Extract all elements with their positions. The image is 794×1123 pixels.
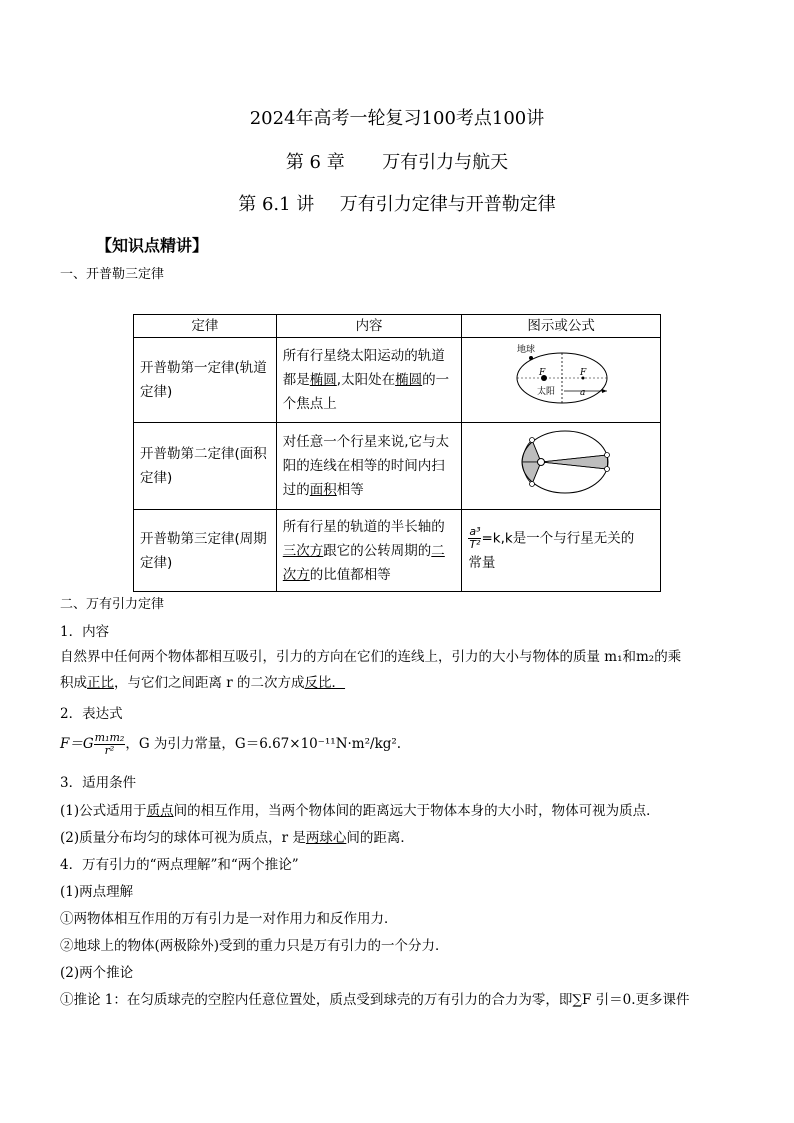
document-title [0, 104, 794, 130]
s1-title: 1．内容 [60, 624, 110, 640]
s3-item2 [60, 827, 414, 849]
section-label: 【知识点精讲】 [96, 236, 209, 255]
content-text: 的一个焦点上 [282, 372, 450, 412]
focus-label: F [580, 368, 587, 378]
table-header-cell: 内容 [276, 315, 462, 338]
sun-label: 太阳 [537, 387, 556, 397]
lecture-name: 万有引力定律与开普勒定律 [339, 194, 556, 215]
chapter-title [0, 148, 794, 174]
underlined-term: 质点 [146, 803, 174, 819]
law-content-cell [276, 510, 462, 592]
formula-fraction [468, 526, 481, 551]
law-content-cell [276, 423, 462, 510]
law-content-cell [276, 338, 462, 423]
chapter-name: 万有引力与航天 [382, 152, 509, 173]
s4-sub1: (1)两点理解 [60, 884, 134, 900]
text: 间的相互作用，当两个物体间的距离远大于物体本身的大小时，物体可视为质点． [173, 803, 660, 819]
underlined-term: 椭圆 [309, 372, 337, 388]
formula-numerator: a³ [469, 525, 481, 538]
law-name-cell [134, 338, 277, 423]
table-header-row [134, 315, 661, 338]
s4-point2: ②地球上的物体(两极除外)受到的重力只是万有引力的一个分力． [60, 938, 449, 954]
earth-label: 地球 [517, 345, 536, 355]
content-text: 的比值都相等 [309, 566, 391, 583]
s2-title: 2．表达式 [60, 706, 123, 722]
earth-dot [529, 356, 533, 360]
second-law-diagram-cell [462, 423, 661, 510]
content-text: 跟它的公转周期的 [323, 542, 432, 559]
third-law-formula-cell [462, 510, 661, 592]
lecture-title [0, 190, 794, 216]
table-header-cell: 定律 [134, 315, 277, 338]
underlined-term: 反比． [304, 675, 346, 691]
underlined-term: 两球心 [305, 830, 347, 846]
part1-heading: 一、开普勒三定律 [60, 267, 165, 282]
table-header-cell: 图示或公式 [462, 315, 661, 338]
table-row [134, 510, 661, 592]
law-name: 开普勒第一定律(轨道 [140, 360, 267, 376]
elliptical-orbit-diagram [468, 338, 654, 414]
underlined-term: 三次方 [282, 542, 324, 559]
s3-item1 [60, 800, 660, 822]
law-name: 开普勒第二定律(面积 [140, 446, 267, 462]
underlined-term: 二次方 [282, 542, 445, 583]
part2-heading: 二、万有引力定律 [60, 597, 165, 612]
text: ，与它们之间距离 r 的二次方成 [114, 675, 305, 691]
s4-point1: ①两物体相互作用的万有引力是一对作用力和反作用力． [60, 911, 398, 927]
gravitation-formula [60, 732, 401, 757]
s1-paragraph-line2 [60, 672, 345, 694]
content-text: 所有行星的轨道的半长轴的 [282, 518, 445, 535]
text: (2)质量分布均匀的球体可视为质点，r 是 [60, 830, 306, 846]
formula-numerator: m₁m₂ [94, 731, 125, 744]
content-text: 相等 [336, 482, 364, 498]
table-row [134, 338, 661, 423]
law-name-cell [134, 510, 277, 592]
formula-text-cont: 常量 [468, 555, 496, 571]
law-name-cell [134, 423, 277, 510]
s4-point3: ①推论 1：在匀质球壳的空腔内任意位置处，质点受到球壳的万有引力的合力为零，即∑F 引＝0.更多课件 [60, 992, 690, 1008]
content-text: ,太阳处在 [336, 372, 396, 388]
s1-paragraph-line1: 自然界中任何两个物体都相互吸引，引力的方向在它们的连线上，引力的大小与物体的质量 m₁和m₂的乘 [60, 649, 682, 665]
text: (1)公式适用于 [60, 803, 147, 819]
first-law-diagram-cell [462, 338, 661, 423]
text: 积成 [60, 675, 87, 691]
formula-text: =k,k是一个与行星无关的 [481, 530, 635, 547]
law-name: 开普勒第三定律(周期 [140, 530, 267, 547]
s4-title: 4．万有引力的“两点理解”和“两个推论” [60, 857, 299, 873]
underlined-term: 正比 [87, 675, 114, 691]
formula-rest: ，G 为引力常量，G＝6.67×10⁻¹¹N·m²/kg². [125, 736, 402, 752]
text: 间的距离． [346, 830, 414, 846]
equal-areas-diagram [468, 423, 654, 501]
content-text: 对任意一个行星来说,它与太阳的连线在相等的时间内扫过的 [282, 434, 450, 498]
s4-sub2: (2)两个推论 [60, 965, 134, 981]
content-text: 所有行星绕太阳运动的轨道都是 [282, 348, 445, 388]
formula-fraction [94, 732, 126, 757]
underlined-term: 面积 [309, 482, 337, 498]
focus-label: F [539, 368, 546, 378]
law-name-cont: 定律) [140, 384, 173, 400]
chapter-number: 第 6 章 [285, 152, 345, 173]
law-name-cont: 定律) [140, 554, 173, 571]
title-text: 2024年高考一轮复习100考点100讲 [249, 108, 545, 129]
lecture-number: 第 6.1 讲 [238, 194, 315, 215]
table-row [134, 423, 661, 510]
underlined-term: 椭圆 [395, 372, 423, 388]
formula-lhs: F＝G [60, 736, 94, 752]
s3-title: 3．适用条件 [60, 775, 137, 791]
kepler-laws-table [133, 314, 661, 592]
semi-major-label: a [580, 388, 586, 398]
formula-denominator: T² [469, 538, 481, 551]
formula-denominator: r² [104, 744, 115, 757]
sun-dot [538, 459, 545, 466]
law-name-cont: 定律) [140, 470, 173, 486]
